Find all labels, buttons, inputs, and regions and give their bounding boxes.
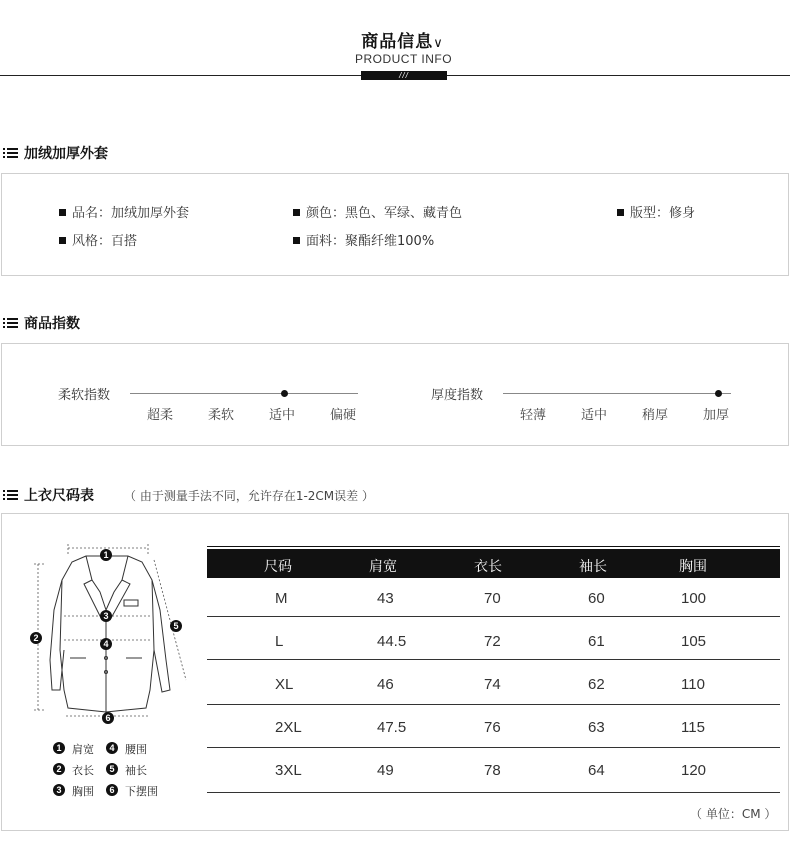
softness-indicator-dot xyxy=(281,390,288,397)
attr-color xyxy=(293,202,462,221)
row-divider xyxy=(207,747,780,748)
table-cell: 115 xyxy=(681,719,705,736)
attr-fit xyxy=(617,202,695,221)
softness-option: 偏硬 xyxy=(330,408,357,423)
square-bullet-icon xyxy=(293,237,300,244)
softness-option: 适中 xyxy=(269,408,296,423)
header-title xyxy=(0,27,790,52)
attr-text: 风格：百搭 xyxy=(72,234,138,249)
table-cell: 70 xyxy=(484,590,501,607)
attr-style xyxy=(59,230,137,249)
legend-number: 1 xyxy=(53,742,65,754)
section-heading-product xyxy=(3,143,108,163)
table-cell: 78 xyxy=(484,762,501,779)
table-cell: 64 xyxy=(588,762,605,779)
legend-text: 下摆围 xyxy=(125,785,158,798)
legend-number: 3 xyxy=(53,784,65,796)
row-divider xyxy=(207,792,780,793)
row-divider xyxy=(207,616,780,617)
header-subtitle: PRODUCT INFO xyxy=(354,52,453,66)
thickness-indicator-dot xyxy=(715,390,722,397)
header-accent-bar: /// xyxy=(361,71,447,80)
square-bullet-icon xyxy=(59,209,66,216)
table-cell: 62 xyxy=(588,676,605,693)
table-cell: 120 xyxy=(681,762,707,779)
attr-product-name xyxy=(59,202,189,221)
table-cell: 76 xyxy=(484,719,501,736)
header-title-text: 商品信息 xyxy=(361,32,434,52)
list-icon xyxy=(3,490,18,500)
table-cell: 49 xyxy=(377,762,394,779)
attr-text: 版型：修身 xyxy=(630,206,696,221)
softness-scale-line xyxy=(130,393,358,394)
section-title-index: 商品指数 xyxy=(24,316,80,332)
svg-text:5: 5 xyxy=(173,621,179,631)
table-cell: 2XL xyxy=(275,719,302,736)
unit-note: （ 单位：CM ） xyxy=(690,807,777,821)
attr-text: 面料：聚酯纤维100% xyxy=(306,234,435,249)
legend-text: 腰围 xyxy=(125,743,147,756)
square-bullet-icon xyxy=(617,209,624,216)
table-cell: 61 xyxy=(588,633,605,650)
thickness-label: 厚度指数 xyxy=(431,388,484,403)
product-index-panel xyxy=(1,343,789,446)
legend-number: 2 xyxy=(53,763,65,775)
section-title-product: 加绒加厚外套 xyxy=(24,146,108,162)
table-cell: 60 xyxy=(588,590,605,607)
chevron-down-icon: ∨ xyxy=(433,36,444,51)
row-divider xyxy=(207,659,780,660)
table-cell: 74 xyxy=(484,676,501,693)
measurement-note: （ 由于测量手法不同，允许存在1-2CM误差 ） xyxy=(124,488,374,503)
legend-text: 肩宽 xyxy=(72,743,94,756)
svg-text:4: 4 xyxy=(103,639,109,649)
jacket-diagram xyxy=(20,540,200,725)
legend-text: 衣长 xyxy=(72,764,94,777)
legend-number: 6 xyxy=(106,784,118,796)
table-cell: 110 xyxy=(681,676,705,693)
attr-text: 颜色：黑色、军绿、藏青色 xyxy=(306,206,463,221)
table-cell: 44.5 xyxy=(377,633,407,650)
svg-text:3: 3 xyxy=(103,611,109,621)
legend-text: 胸围 xyxy=(72,785,94,798)
thickness-option: 适中 xyxy=(581,408,608,423)
table-top-border xyxy=(207,546,780,547)
table-cell: 100 xyxy=(681,590,707,607)
table-cell: 72 xyxy=(484,633,501,650)
list-icon xyxy=(3,318,18,328)
table-cell: 46 xyxy=(377,676,394,693)
list-icon xyxy=(3,148,18,158)
table-cell: 3XL xyxy=(275,762,302,779)
column-header: 肩宽 xyxy=(369,559,397,575)
softness-option: 柔软 xyxy=(208,408,235,423)
table-cell: M xyxy=(275,590,288,607)
table-cell: 63 xyxy=(588,719,605,736)
legend-text: 袖长 xyxy=(125,764,147,777)
table-cell: 43 xyxy=(377,590,394,607)
softness-option: 超柔 xyxy=(147,408,174,423)
table-cell: L xyxy=(275,633,284,650)
section-title-size: 上衣尺码表 xyxy=(24,488,94,504)
svg-text:2: 2 xyxy=(33,633,39,643)
svg-text:6: 6 xyxy=(105,713,111,723)
row-divider xyxy=(207,704,780,705)
thickness-option: 轻薄 xyxy=(520,408,547,423)
thickness-option: 稍厚 xyxy=(642,408,669,423)
thickness-option: 加厚 xyxy=(703,408,730,423)
column-header: 胸围 xyxy=(679,559,707,575)
svg-text:1: 1 xyxy=(103,550,109,560)
attr-text: 品名：加绒加厚外套 xyxy=(72,206,190,221)
section-heading-size xyxy=(3,485,374,505)
legend-number: 4 xyxy=(106,742,118,754)
column-header: 衣长 xyxy=(474,559,502,575)
table-cell: 47.5 xyxy=(377,719,407,736)
square-bullet-icon xyxy=(293,209,300,216)
table-cell: 105 xyxy=(681,633,707,650)
square-bullet-icon xyxy=(59,237,66,244)
section-heading-index xyxy=(3,313,80,333)
legend-number: 5 xyxy=(106,763,118,775)
product-attributes-panel xyxy=(1,173,789,276)
column-header: 袖长 xyxy=(579,559,607,575)
table-cell: XL xyxy=(275,676,294,693)
attr-fabric xyxy=(293,230,434,249)
column-header: 尺码 xyxy=(264,559,292,575)
softness-label: 柔软指数 xyxy=(58,388,111,403)
thickness-scale-line xyxy=(503,393,731,394)
